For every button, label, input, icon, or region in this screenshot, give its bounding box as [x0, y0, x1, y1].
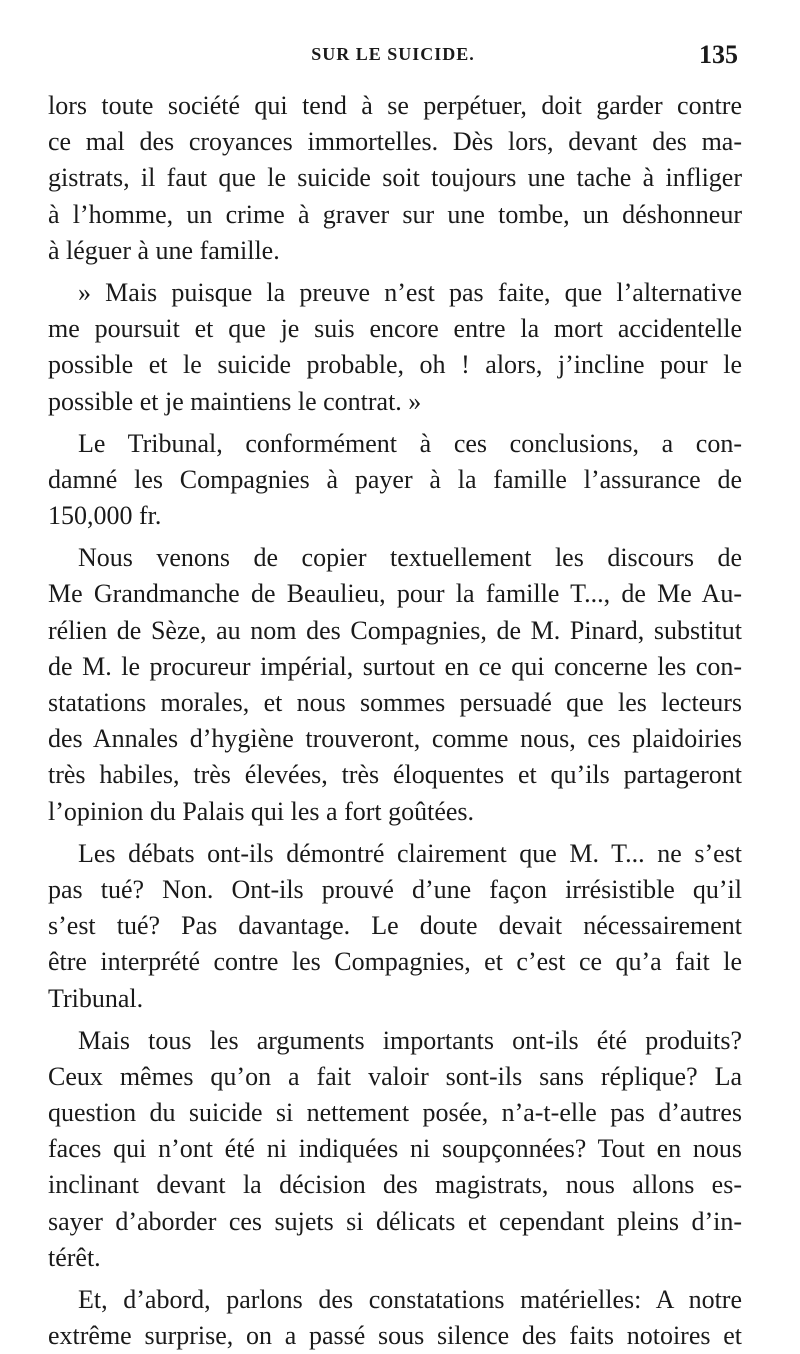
page-header — [48, 40, 738, 74]
text-line: Les débats ont-ils démontré clairement que M. T... ne s’est — [78, 838, 742, 868]
text-line: faces qui n’ont été ni indiquées ni soupçonnées? Tout en nous — [48, 1134, 742, 1164]
text-line: à léguer à une famille. — [48, 235, 280, 265]
text-line: de M. le procureur impérial, surtout en ce qui concerne les con- — [48, 651, 742, 681]
text-line: sayer d’aborder ces sujets si délicats et cependant pleins d’in- — [48, 1206, 742, 1236]
text-line: extrême surprise, on a passé sous silence des faits notoires et — [48, 1321, 742, 1351]
text-line: inclinant devant la décision des magistrats, nous allons es- — [48, 1170, 742, 1200]
page-number: 135 — [699, 40, 738, 69]
running-head: SUR LE SUICIDE. — [311, 44, 475, 64]
text-line: damné les Compagnies à payer à la famille l’assurance de — [48, 464, 742, 494]
text-line: rélien de Sèze, au nom des Compagnies, de M. Pinard, substitut — [48, 615, 742, 645]
text-line: s’est tué? Pas davantage. Le doute devait nécessairement — [48, 911, 742, 941]
text-line: Mais tous les arguments importants ont-ils été produits? — [78, 1025, 742, 1055]
body-text — [48, 88, 742, 1354]
text-line: térêt. — [48, 1242, 101, 1272]
text-line: statations morales, et nous sommes persuadé que les lecteurs — [48, 688, 742, 717]
text-line: possible et le suicide probable, oh ! alors, j’incline pour le — [48, 350, 742, 380]
text-line: Me Grandmanche de Beaulieu, pour la famille T..., de Me Au- — [48, 579, 742, 609]
text-line: me poursuit et que je suis encore entre la mort accidentelle — [48, 314, 742, 344]
text-line: l’opinion du Palais qui les a fort goûtées. — [48, 796, 475, 826]
text-line: des Annales d’hygiène trouveront, comme nous, ces plaidoiries — [48, 724, 742, 754]
text-line: pas tué? Non. Ont-ils prouvé d’une façon irrésistible qu’il — [48, 874, 742, 904]
text-line: ce mal des croyances immortelles. Dès lors, devant des ma- — [48, 127, 742, 157]
text-line: 150,000 fr. — [48, 501, 162, 531]
text-line: Ceux mêmes qu’on a fait valoir sont-ils sans réplique? La — [48, 1061, 742, 1091]
text-line: Le Tribunal, conformément à ces conclusions, a con- — [78, 428, 742, 458]
text-line: Nous venons de copier textuellement les discours de — [78, 543, 742, 573]
text-line: à l’homme, un crime à graver sur une tombe, un déshonneur — [48, 199, 742, 229]
text-line: Et, d’abord, parlons des constatations matérielles: A notre — [78, 1285, 742, 1314]
text-line: » Mais puisque la preuve n’est pas faite, que l’alternative — [78, 277, 742, 307]
text-line: très habiles, très élevées, très éloquentes et qu’ils partageront — [48, 760, 742, 790]
text-line: possible et je maintiens le contrat. » — [48, 386, 422, 416]
text-line: question du suicide si nettement posée, n’a-t-elle pas d’autres — [48, 1098, 742, 1128]
text-line: être interprété contre les Compagnies, et c’est ce qu’a fait le — [48, 947, 742, 977]
text-line: gistrats, il faut que le suicide soit toujours une tache à infliger — [48, 163, 742, 193]
text-line: Tribunal. — [48, 983, 144, 1013]
text-line: lors toute société qui tend à se perpétuer, doit garder contre — [48, 91, 742, 120]
